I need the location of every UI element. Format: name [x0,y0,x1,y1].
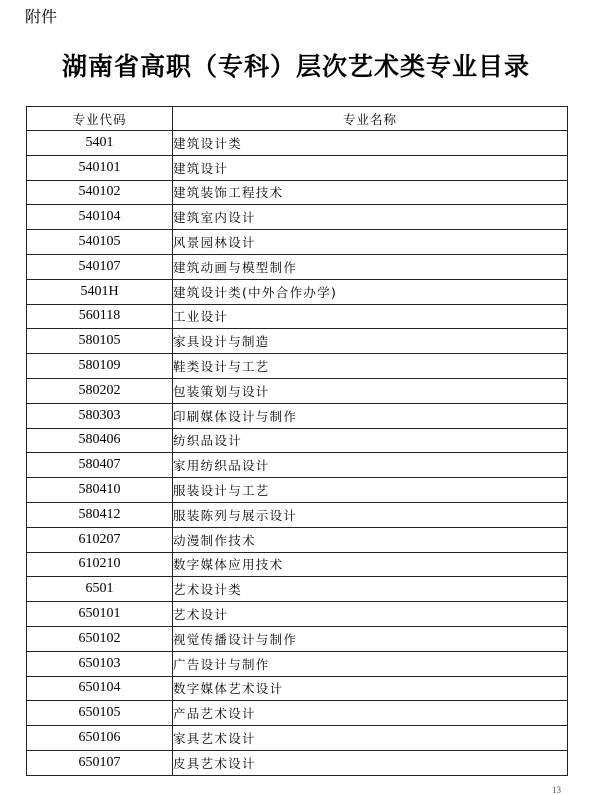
major-code-cell: 650107 [27,750,173,775]
major-name-cell: 鞋类设计与工艺 [173,354,568,379]
major-name-cell: 建筑装饰工程技术 [173,180,568,205]
table-row [27,626,568,651]
table-row [27,750,568,775]
table-row [27,726,568,751]
major-code-cell: 5401 [27,131,173,156]
major-code-cell: 650103 [27,651,173,676]
document-title: 湖南省高职（专科）层次艺术类专业目录 [61,52,530,81]
page-number: 13 [552,785,561,795]
major-code-cell: 650101 [27,602,173,627]
table-row [27,230,568,255]
major-name-cell: 建筑设计类(中外合作办学) [173,279,568,304]
major-code-cell: 610210 [27,552,173,577]
major-code-cell: 540101 [27,155,173,180]
major-code-cell: 650105 [27,701,173,726]
table-row [27,304,568,329]
major-name-cell: 服装陈列与展示设计 [173,502,568,527]
major-code-cell: 580105 [27,329,173,354]
table-row [27,502,568,527]
major-code-cell: 580412 [27,502,173,527]
major-code-cell: 560118 [27,304,173,329]
major-code-cell: 650106 [27,726,173,751]
major-name-cell: 家具设计与制造 [173,329,568,354]
major-name-cell: 艺术设计 [173,602,568,627]
table-row [27,205,568,230]
major-name-cell: 家具艺术设计 [173,726,568,751]
table-row [27,478,568,503]
table-row [27,577,568,602]
major-name-cell: 建筑设计类 [173,131,568,156]
table-row [27,428,568,453]
table-body [27,131,568,776]
table-row [27,701,568,726]
table-row [27,378,568,403]
major-name-cell: 建筑室内设计 [173,205,568,230]
major-code-cell: 580407 [27,453,173,478]
major-code-cell: 540105 [27,230,173,255]
table-row [27,602,568,627]
attachment-label: 附件 [25,7,58,26]
major-code-cell: 580109 [27,354,173,379]
major-name-cell: 艺术设计类 [173,577,568,602]
table-row [27,155,568,180]
major-name-cell: 建筑动画与模型制作 [173,254,568,279]
major-name-cell: 家用纺织品设计 [173,453,568,478]
major-code-cell: 540102 [27,180,173,205]
major-code-cell: 610207 [27,527,173,552]
major-code-cell: 6501 [27,577,173,602]
table-row [27,279,568,304]
major-code-cell: 650102 [27,626,173,651]
major-code-cell: 580202 [27,378,173,403]
major-catalog-table [26,106,568,776]
major-name-cell: 数字媒体应用技术 [173,552,568,577]
major-name-cell: 数字媒体艺术设计 [173,676,568,701]
major-code-cell: 580303 [27,403,173,428]
major-name-cell: 包装策划与设计 [173,378,568,403]
table-row [27,651,568,676]
major-name-cell: 动漫制作技术 [173,527,568,552]
major-code-cell: 650104 [27,676,173,701]
table-row [27,676,568,701]
major-name-cell: 风景园林设计 [173,230,568,255]
table-row [27,527,568,552]
table-row [27,403,568,428]
major-name-cell: 建筑设计 [173,155,568,180]
major-code-cell: 540107 [27,254,173,279]
header-code: 专业代码 [27,107,173,131]
major-name-cell: 产品艺术设计 [173,701,568,726]
header-name: 专业名称 [173,107,568,131]
table-row [27,552,568,577]
table-row [27,354,568,379]
major-name-cell: 视觉传播设计与制作 [173,626,568,651]
major-code-cell: 580406 [27,428,173,453]
table-row [27,180,568,205]
major-name-cell: 皮具艺术设计 [173,750,568,775]
table-row [27,453,568,478]
table-row [27,329,568,354]
table-row [27,254,568,279]
major-name-cell: 广告设计与制作 [173,651,568,676]
major-code-cell: 540104 [27,205,173,230]
table-row [27,131,568,156]
major-code-cell: 5401H [27,279,173,304]
major-name-cell: 印刷媒体设计与制作 [173,403,568,428]
major-name-cell: 服装设计与工艺 [173,478,568,503]
table-header-row [27,107,568,131]
major-code-cell: 580410 [27,478,173,503]
major-name-cell: 工业设计 [173,304,568,329]
major-name-cell: 纺织品设计 [173,428,568,453]
